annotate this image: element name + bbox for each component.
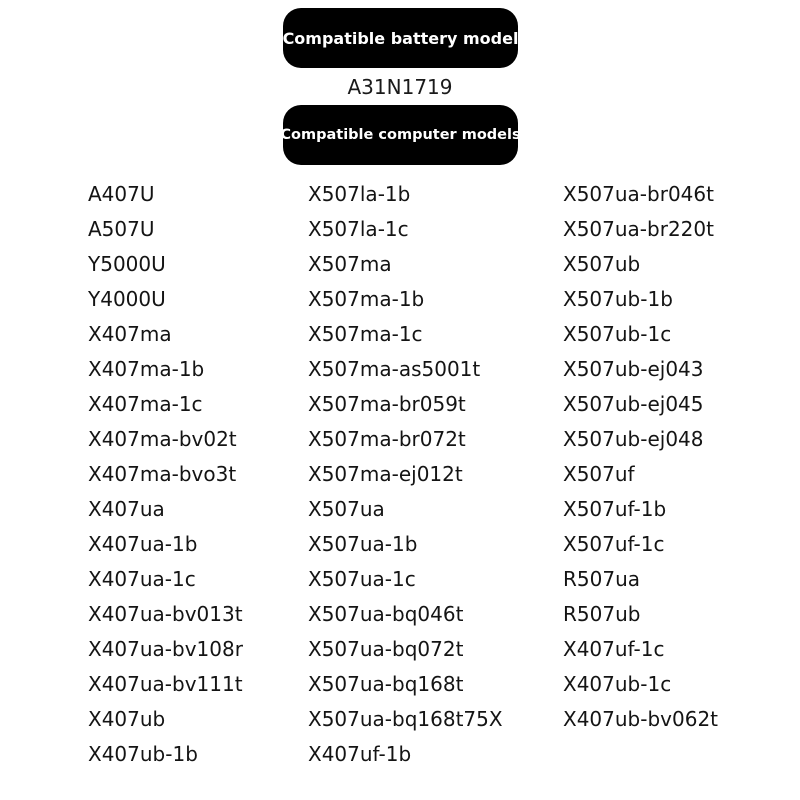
model-item: X507ma-as5001t <box>308 357 481 381</box>
model-item: X507ma <box>308 252 392 276</box>
model-item: X407ua <box>88 497 165 521</box>
model-item: X407ub <box>88 707 166 731</box>
model-item: X407ua-bv013t <box>88 602 243 626</box>
battery-model-value: A31N1719 <box>347 75 453 99</box>
model-item: X507ua <box>308 497 385 521</box>
computer-models-heading: Compatible computer models <box>283 105 518 165</box>
models-column-2 <box>308 177 503 772</box>
models-column-1 <box>88 177 243 772</box>
model-item: X507ub <box>563 252 641 276</box>
model-item: A407U <box>88 182 155 206</box>
model-item: X407ua-bv111t <box>88 672 243 696</box>
model-item: X507ma-br072t <box>308 427 466 451</box>
model-item: X507ub-1c <box>563 322 672 346</box>
model-item: X507ma-ej012t <box>308 462 463 486</box>
model-item: X407ub-1b <box>88 742 198 766</box>
model-item: X507ma-br059t <box>308 392 466 416</box>
model-item: X507la-1b <box>308 182 411 206</box>
model-item: X407ma <box>88 322 172 346</box>
model-item: X507ua-bq072t <box>308 637 464 661</box>
model-item: X507ub-ej043 <box>563 357 704 381</box>
model-item: X507uf <box>563 462 635 486</box>
model-item: Y4000U <box>88 287 166 311</box>
model-item: X507ua-bq168t75X <box>308 707 503 731</box>
model-item: X407ma-1c <box>88 392 203 416</box>
model-item: X507ua-bq046t <box>308 602 464 626</box>
model-item: R507ua <box>563 567 641 591</box>
model-item: X507ua-1c <box>308 567 416 591</box>
model-item: X507ma-1b <box>308 287 425 311</box>
model-item: X407ma-bvo3t <box>88 462 237 486</box>
model-item: X407ma-bv02t <box>88 427 237 451</box>
model-item: X407ua-1b <box>88 532 198 556</box>
model-item: X407ub-1c <box>563 672 672 696</box>
model-item: X507ua-1b <box>308 532 418 556</box>
model-item: X507ma-1c <box>308 322 423 346</box>
model-item: X507ub-ej045 <box>563 392 704 416</box>
models-column-3 <box>563 177 718 737</box>
model-item: X507uf-1c <box>563 532 665 556</box>
model-item: X507ub-1b <box>563 287 673 311</box>
model-item: X407ua-bv108r <box>88 637 243 661</box>
model-item: X507ua-br046t <box>563 182 714 206</box>
model-item: X507uf-1b <box>563 497 667 521</box>
model-item: A507U <box>88 217 155 241</box>
model-item: X507ua-bq168t <box>308 672 464 696</box>
model-item: X407uf-1c <box>563 637 665 661</box>
battery-model-heading: Compatible battery model <box>283 8 518 68</box>
model-item: X507la-1c <box>308 217 409 241</box>
model-item: X507ub-ej048 <box>563 427 704 451</box>
model-item: Y5000U <box>88 252 166 276</box>
model-item: X407ua-1c <box>88 567 196 591</box>
model-item: R507ub <box>563 602 641 626</box>
model-item: X507ua-br220t <box>563 217 714 241</box>
model-item: X407ma-1b <box>88 357 205 381</box>
model-item: X407ub-bv062t <box>563 707 719 731</box>
model-item: X407uf-1b <box>308 742 412 766</box>
